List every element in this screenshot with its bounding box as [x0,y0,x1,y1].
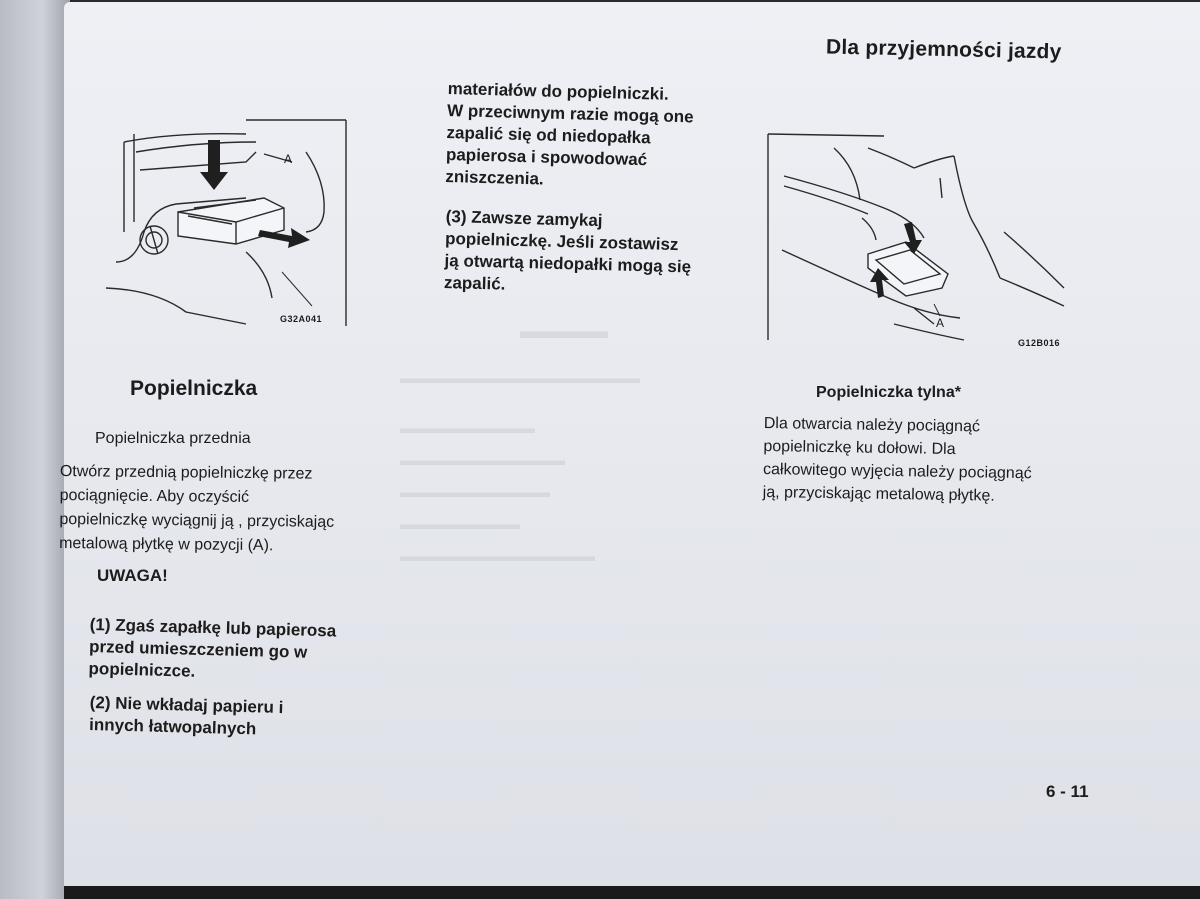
bleed-through-text: ▬▬▬▬▬▬▬▬▬▬▬▬▬ [400,548,595,565]
section-title: Popielniczka [130,377,258,400]
previous-page-edge [0,0,70,899]
item-line: (1) Zgaś zapałkę lub papierosa [89,614,337,641]
item-line: zapalić. [443,272,506,294]
front-ashtray-paragraph [59,460,370,559]
warning-item-3 [444,206,746,302]
paragraph-line: metalową płytkę w pozycji (A). [59,534,274,555]
bleed-through-text: ▬▬▬▬▬▬▬▬▬ [400,420,535,437]
item-line: przed umieszczeniem go w [88,636,308,662]
item-line: (2) Nie wkładaj papieru i [89,692,284,718]
paragraph-line: pociągnięcie. Aby oczyścić [59,486,250,506]
paragraph-line: całkowitego wyjęcia należy pociągnąć [762,460,1032,483]
page-number: 6 - 11 [1046,782,1089,801]
paragraph-line: Otwórz przednią popielniczkę przez [59,462,313,483]
item-line: zniszczenia. [445,166,544,189]
front-ashtray-drawing [96,112,352,332]
item-line: (3) Zawsze zamykaj [445,206,603,231]
rear-ashtray-paragraph [763,412,1094,509]
item-line: popielniczce. [88,658,196,681]
paragraph-line: ją, przyciskając metalową płytkę. [762,483,995,505]
figure-code: G32A041 [280,314,323,324]
bleed-through-text: ▬▬▬▬▬▬▬▬ [400,516,520,533]
paragraph-line: popielniczkę wyciągnij ją , przyciskając [59,510,335,531]
item-line: W przeciwnym razie mogą one [446,100,694,127]
warning-item-2-continued [445,78,748,196]
paragraph-line: popielniczkę ku dołowi. Dla [763,437,956,459]
figure-code: G12B016 [1018,338,1061,348]
figure-label-a: A [936,316,945,330]
rear-ashtray-figure [764,128,1084,354]
paragraph-line: Dla otwarcia należy pociągnąć [763,414,981,436]
figure-label-a: A [284,152,293,166]
rear-ashtray-drawing [764,128,1084,354]
warning-item-2 [89,692,370,743]
item-line: popielniczkę. Jeśli zostawisz [444,228,679,255]
item-line: papierosa i spowodować [445,144,648,170]
warning-item-1 [88,614,370,687]
bleed-through-text: ▬▬▬▬▬▬▬▬▬▬ [400,484,550,501]
item-line: innych łatwopalnych [88,714,257,739]
front-ashtray-heading: Popielniczka przednia [95,430,251,447]
rear-ashtray-heading: Popielniczka tylna* [816,384,961,401]
warning-heading: UWAGA! [97,566,168,585]
page-bottom-shadow [64,886,1200,899]
item-line: ją otwartą niedopałki mogą się [444,250,692,277]
bleed-through-text: ▬▬▬▬▬▬▬▬▬▬▬▬▬▬▬▬ [400,370,640,387]
page-header-title: Dla przyjemności jazdy [825,35,1062,64]
front-ashtray-figure [96,112,352,332]
bleed-through-text: ▬▬▬▬ [520,318,608,343]
item-line: materiałów do popielniczki. [447,78,669,104]
item-line: zapalić się od niedopałka [446,122,651,148]
bleed-through-text: ▬▬▬▬▬▬▬▬▬▬▬ [400,452,565,469]
